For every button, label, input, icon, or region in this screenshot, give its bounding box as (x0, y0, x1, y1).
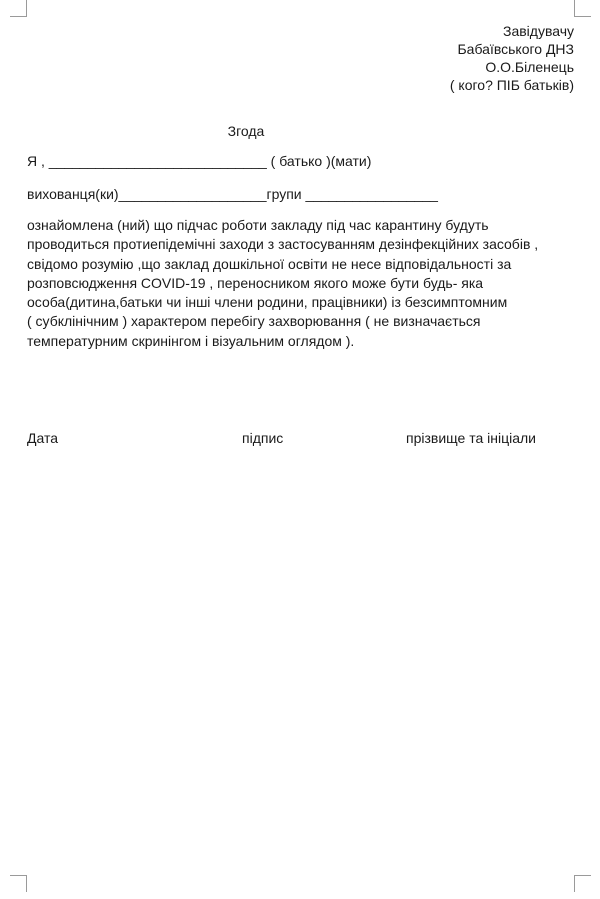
body-line: ознайомлена (ний) що підчас роботи закладу під час карантину будуть (27, 217, 489, 233)
page-corner-mark-top-left (10, 0, 27, 17)
addressee-block (450, 22, 574, 94)
page-corner-mark-bottom-left (10, 875, 27, 892)
consent-body (27, 216, 587, 351)
child-group-line: вихованця(ки)___________________групи _________________ (27, 186, 438, 202)
body-line: ( субклінічним ) характером перебігу захворювання ( не визначається (27, 313, 481, 330)
document-title: Згода (227, 123, 265, 139)
body-line: розповсюдження COVID-19 , переносником якого може бути будь- яка (27, 274, 484, 291)
date-label: Дата (27, 430, 59, 446)
body-line: свідомо розумію ,що заклад дошкільної освіти не несе відповідальності за (27, 255, 512, 272)
page-corner-mark-top-right (574, 0, 591, 17)
body-line: особа(дитина,батьки чи інші члени родини, працівники) із безсимптомним (27, 294, 508, 311)
body-line: температурним скринінгом і візуальним оглядом ). (27, 332, 355, 349)
addressee-line: ( кого? ПІБ батьків) (449, 77, 574, 93)
page-corner-mark-bottom-right (574, 875, 591, 892)
signature-label: підпис (242, 430, 284, 446)
addressee-line: О.О.Біленець (485, 59, 574, 75)
surname-initials-label: прізвище та ініціали (406, 430, 536, 446)
addressee-line: Завідувачу (502, 23, 574, 39)
parent-name-line: Я , ____________________________ ( батько )(мати) (27, 153, 372, 169)
addressee-line: Бабаївського ДНЗ (457, 41, 574, 57)
body-line: проводиться протиепідемічні заходи з застосуванням дезінфекційних засобів , (27, 236, 539, 253)
